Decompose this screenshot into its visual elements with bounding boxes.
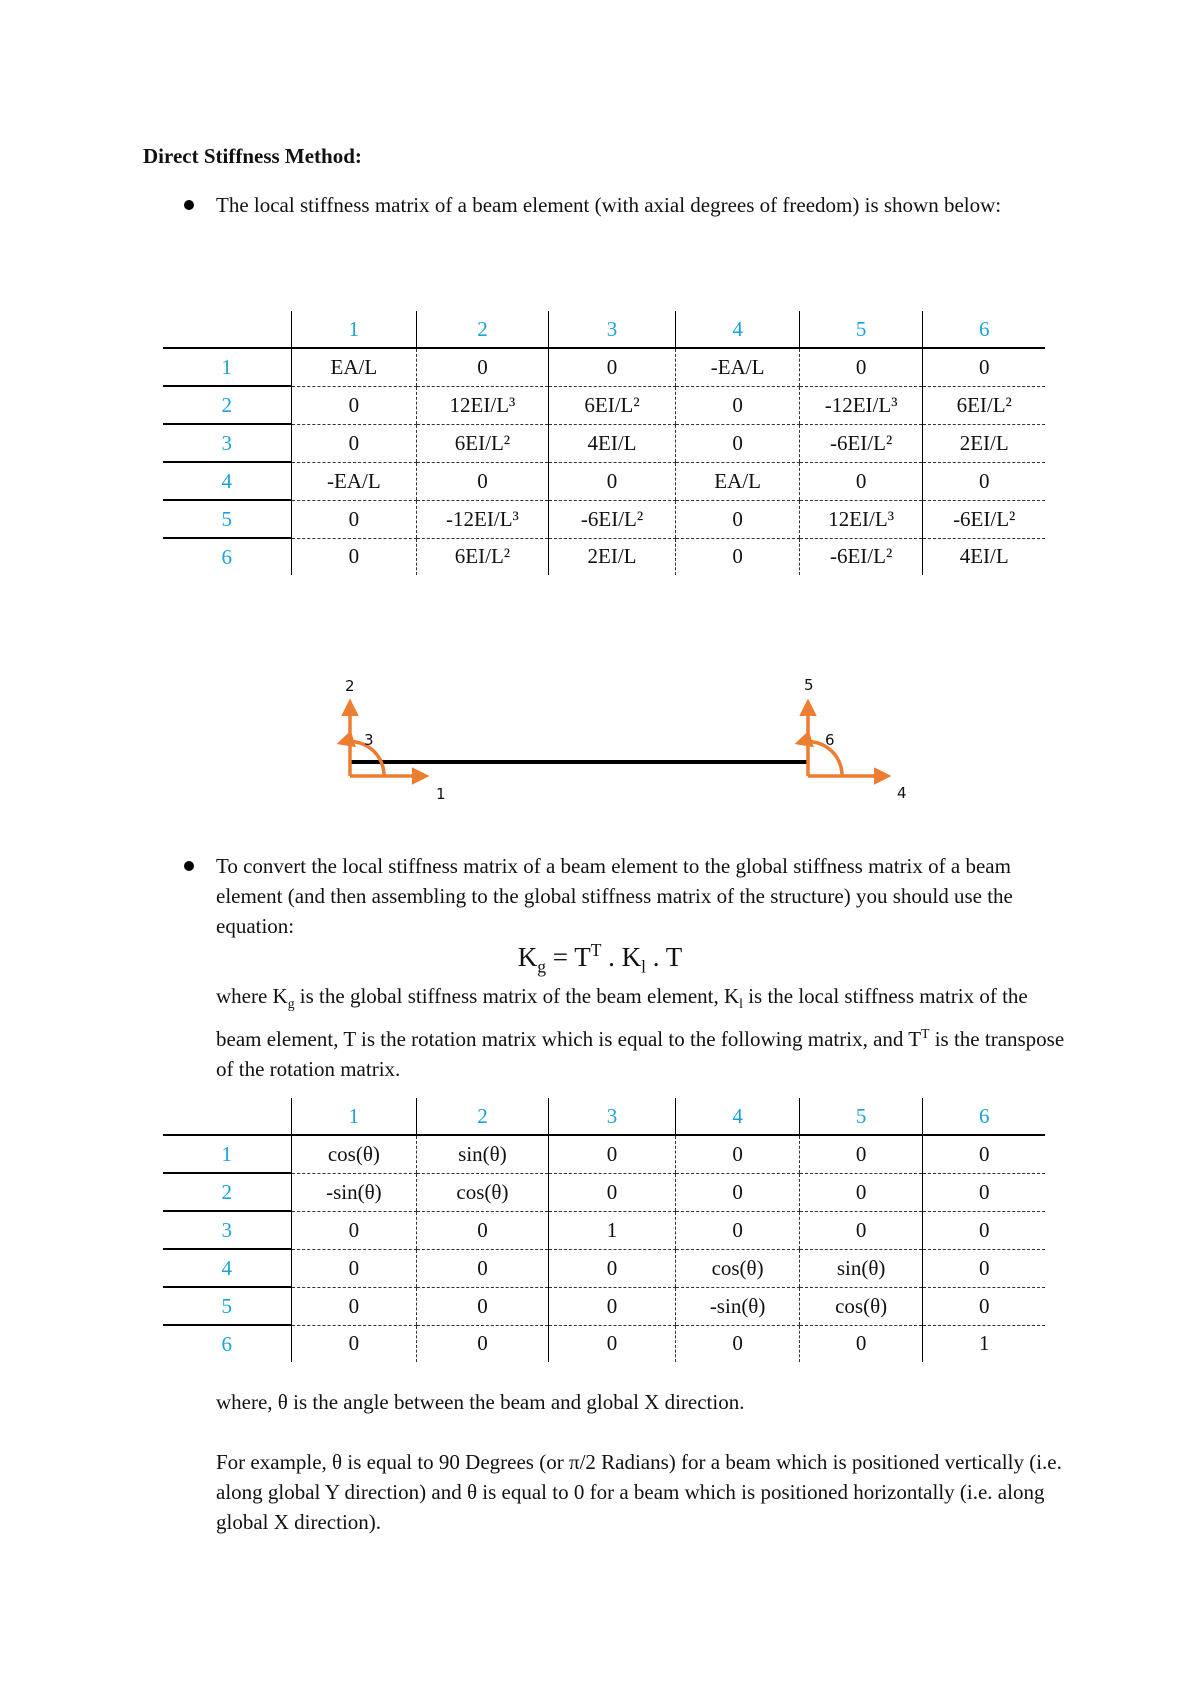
matrix-cell: 0 <box>799 1135 923 1173</box>
dof-label-6: 6 <box>825 731 835 749</box>
matrix-row <box>163 462 1045 500</box>
row-header-2: 2 <box>163 1173 291 1211</box>
matrix-cell: 4EI/L <box>548 424 676 462</box>
matrix-cell: 0 <box>291 424 417 462</box>
matrix-cell: 0 <box>291 538 417 575</box>
matrix-cell: 0 <box>799 462 923 500</box>
matrix-cell: 0 <box>676 538 800 575</box>
matrix-cell: 0 <box>548 1287 676 1325</box>
matrix-cell: -6EI/L² <box>799 538 923 575</box>
matrix-header-row <box>163 311 1045 348</box>
matrix-cell: 12EI/L³ <box>799 500 923 538</box>
rotation-matrix-table <box>163 1098 1045 1362</box>
matrix-cell: cos(θ) <box>291 1135 417 1173</box>
page-heading: Direct Stiffness Method: <box>143 144 362 168</box>
matrix-cell: sin(θ) <box>417 1135 549 1173</box>
matrix-cell: sin(θ) <box>799 1249 923 1287</box>
matrix-row <box>163 348 1045 386</box>
matrix-corner-cell <box>163 311 291 348</box>
matrix-row <box>163 500 1045 538</box>
row-header-4: 4 <box>163 1249 291 1287</box>
dof-label-1: 1 <box>436 785 446 803</box>
bullet-1 <box>184 200 194 210</box>
matrix-cell: EA/L <box>676 462 800 500</box>
matrix-row <box>163 424 1045 462</box>
conversion-paragraph: To convert the local stiffness matrix of a beam element to the global stiffness matrix of a beam element (and then assembling to the global stiffness matrix of the structure) you should use the equation: <box>216 854 1013 938</box>
matrix-cell: 0 <box>799 1211 923 1249</box>
matrix-header-row <box>163 1098 1045 1135</box>
row-header-3: 3 <box>163 424 291 462</box>
row-header-5: 5 <box>163 500 291 538</box>
column-header-3: 3 <box>548 311 676 348</box>
matrix-cell: 6EI/L² <box>417 538 549 575</box>
matrix-cell: 0 <box>923 1287 1045 1325</box>
matrix-cell: 0 <box>291 500 417 538</box>
matrix-cell: cos(θ) <box>417 1173 549 1211</box>
matrix-cell: 0 <box>676 1135 800 1173</box>
matrix-cell: -6EI/L² <box>799 424 923 462</box>
column-header-4: 4 <box>676 311 800 348</box>
dof-6-arrow <box>798 741 842 776</box>
matrix-row <box>163 1325 1045 1362</box>
matrix-cell: -EA/L <box>676 348 800 386</box>
column-header-5: 5 <box>799 1098 923 1135</box>
matrix-cell: -sin(θ) <box>291 1173 417 1211</box>
matrix-cell: 0 <box>548 1325 676 1362</box>
matrix-cell: 0 <box>923 348 1045 386</box>
row-header-6: 6 <box>221 1331 233 1356</box>
matrix-cell: -12EI/L³ <box>799 386 923 424</box>
matrix-cell: -6EI/L² <box>923 500 1045 538</box>
matrix-cell: 0 <box>291 1249 417 1287</box>
example-paragraph: For example, θ is equal to 90 Degrees (or π/2 Radians) for a beam which is positioned vertically (i.e. along global Y direction) and θ is equal to 0 for a beam which is positioned horizontally (i.e. along global X direction). <box>216 1450 1062 1534</box>
matrix-cell: 0 <box>417 348 549 386</box>
matrix-cell: 0 <box>676 1173 800 1211</box>
matrix-corner-cell <box>163 1098 291 1135</box>
matrix-row <box>163 538 1045 575</box>
matrix-cell: 4EI/L <box>923 538 1045 575</box>
matrix-cell: 6EI/L² <box>548 386 676 424</box>
matrix-cell: 0 <box>548 1249 676 1287</box>
transform-equation: $K_g = T^T$ . $K_l$ . T <box>517 940 683 977</box>
column-header-2: 2 <box>417 1098 549 1135</box>
dof-3-arrow <box>340 741 384 776</box>
column-header-5: 5 <box>799 311 923 348</box>
matrix-cell: 0 <box>548 462 676 500</box>
local-stiffness-matrix-table <box>163 311 1045 575</box>
matrix-cell: 0 <box>676 500 800 538</box>
matrix-cell: 0 <box>417 1211 549 1249</box>
matrix-row <box>163 1135 1045 1173</box>
matrix-cell: 0 <box>676 1325 800 1362</box>
matrix-cell: -12EI/L³ <box>417 500 549 538</box>
matrix-cell: 0 <box>291 1287 417 1325</box>
beam-dof-diagram <box>0 660 1200 810</box>
matrix-cell: cos(θ) <box>676 1249 800 1287</box>
row-header-1: 1 <box>163 1135 291 1173</box>
column-header-1: 1 <box>291 311 417 348</box>
column-header-2: 2 <box>417 311 549 348</box>
matrix-cell: 0 <box>799 1325 923 1362</box>
matrix-cell: 6EI/L² <box>417 424 549 462</box>
dof-label-3: 3 <box>364 731 374 749</box>
matrix-cell: 0 <box>291 1325 417 1362</box>
matrix-row <box>163 1249 1045 1287</box>
column-header-1: 1 <box>291 1098 417 1135</box>
matrix-cell: 0 <box>291 386 417 424</box>
matrix-cell: -EA/L <box>291 462 417 500</box>
matrix-cell: EA/L <box>291 348 417 386</box>
bullet-2 <box>184 861 194 871</box>
matrix-cell: 0 <box>923 462 1045 500</box>
equation-explanation: where $K_g$ is the global stiffness matrix of the beam element, $K_l$ is the local stiffness matrix of the beam element, T is the rotation matrix which is equal to the following matrix, and $T^T$ is the transpose of the rotation matrix. <box>216 984 1065 1082</box>
matrix-cell: 0 <box>923 1173 1045 1211</box>
matrix-cell: 6EI/L² <box>923 386 1045 424</box>
matrix-cell: 12EI/L³ <box>417 386 549 424</box>
matrix-cell: 0 <box>291 1211 417 1249</box>
dof-label-5: 5 <box>804 676 814 694</box>
matrix-cell: 0 <box>799 348 923 386</box>
matrix-row <box>163 1173 1045 1211</box>
matrix-row <box>163 1287 1045 1325</box>
matrix-cell: 0 <box>799 1173 923 1211</box>
stiffness-matrix-body <box>163 311 1045 575</box>
matrix-cell: 0 <box>548 348 676 386</box>
matrix-cell: 0 <box>676 386 800 424</box>
matrix-row <box>163 386 1045 424</box>
matrix-cell: -sin(θ) <box>676 1287 800 1325</box>
matrix-cell: 2EI/L <box>548 538 676 575</box>
dof-label-2: 2 <box>345 677 355 695</box>
theta-definition: where, θ is the angle between the beam and global X direction. <box>216 1390 745 1414</box>
row-header-2: 2 <box>163 386 291 424</box>
matrix-cell: 0 <box>548 1135 676 1173</box>
column-header-3: 3 <box>548 1098 676 1135</box>
column-header-4: 4 <box>676 1098 800 1135</box>
matrix-cell: 0 <box>923 1249 1045 1287</box>
matrix-cell: cos(θ) <box>799 1287 923 1325</box>
matrix-cell: -6EI/L² <box>548 500 676 538</box>
matrix-cell: 0 <box>417 1287 549 1325</box>
row-header-1: 1 <box>163 348 291 386</box>
matrix-cell: 0 <box>548 1173 676 1211</box>
matrix-cell: 0 <box>676 424 800 462</box>
matrix-cell: 1 <box>548 1211 676 1249</box>
matrix-cell: 0 <box>417 462 549 500</box>
matrix-row <box>163 1211 1045 1249</box>
column-header-6: 6 <box>923 1098 1045 1135</box>
row-header-6: 6 <box>221 544 233 569</box>
row-header-4: 4 <box>163 462 291 500</box>
row-header-5: 5 <box>163 1287 291 1325</box>
matrix-cell: 0 <box>417 1249 549 1287</box>
rotation-matrix-body <box>163 1098 1045 1362</box>
matrix-cell: 1 <box>923 1325 1045 1362</box>
column-header-6: 6 <box>923 311 1045 348</box>
matrix-cell: 0 <box>676 1211 800 1249</box>
matrix-cell: 0 <box>923 1211 1045 1249</box>
matrix-cell: 2EI/L <box>923 424 1045 462</box>
dof-label-4: 4 <box>897 784 907 802</box>
matrix-cell: 0 <box>923 1135 1045 1173</box>
intro-paragraph: The local stiffness matrix of a beam element (with axial degrees of freedom) is shown below: <box>216 193 1002 217</box>
matrix-cell: 0 <box>417 1325 549 1362</box>
row-header-3: 3 <box>163 1211 291 1249</box>
